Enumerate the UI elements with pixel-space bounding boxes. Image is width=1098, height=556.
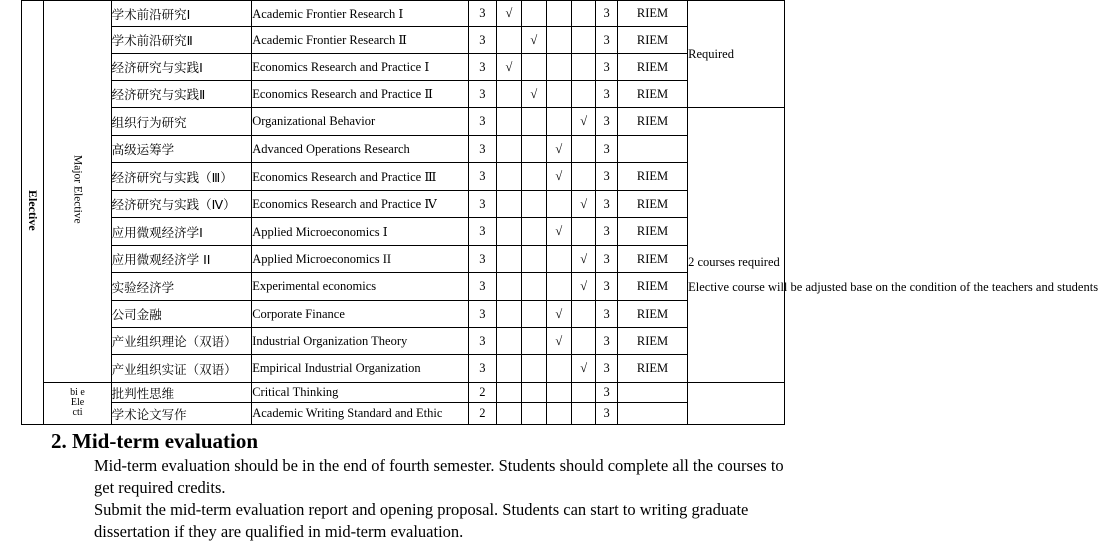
semester-cell bbox=[546, 273, 571, 301]
hours-cell: 3 bbox=[596, 163, 617, 191]
course-name-en: Academic Frontier Research Ⅰ bbox=[252, 1, 469, 27]
check-mark: √ bbox=[572, 191, 596, 218]
credits-cell: 3 bbox=[469, 81, 497, 108]
note-empty bbox=[688, 383, 785, 425]
semester-cell bbox=[572, 54, 596, 81]
note-elective: 2 courses required Elective course will be adjusted base on the condition of the teachers and students bbox=[688, 108, 785, 383]
semester-cell bbox=[522, 273, 546, 301]
semester-cell bbox=[496, 163, 521, 191]
table-row bbox=[22, 191, 785, 218]
semester-cell bbox=[572, 27, 596, 54]
semester-cell bbox=[522, 218, 546, 246]
course-table-body bbox=[22, 1, 1098, 425]
table-row bbox=[22, 246, 785, 273]
semester-cell bbox=[546, 81, 571, 108]
table-row bbox=[22, 273, 785, 301]
dept-cell: RIEM bbox=[617, 27, 687, 54]
dept-cell: RIEM bbox=[617, 355, 687, 383]
dept-cell: RIEM bbox=[617, 81, 687, 108]
course-name-en: Economics Research and Practice Ⅲ bbox=[252, 163, 469, 191]
hours-cell: 3 bbox=[596, 218, 617, 246]
dept-cell: RIEM bbox=[617, 163, 687, 191]
check-mark: √ bbox=[522, 81, 546, 108]
credits-cell: 3 bbox=[469, 301, 497, 328]
group-other-cell bbox=[44, 383, 111, 425]
section-paragraph-2: Submit the mid-term evaluation report and opening proposal. Students can start to writing graduate dissertation if they are qualified in mid-term evaluation. bbox=[94, 500, 749, 541]
dept-cell bbox=[617, 383, 687, 403]
table-row bbox=[22, 27, 785, 54]
dept-cell: RIEM bbox=[617, 54, 687, 81]
course-name-en: Economics Research and Practice Ⅱ bbox=[252, 81, 469, 108]
table-row bbox=[22, 218, 785, 246]
course-name-en: Applied Microeconomics Ⅰ bbox=[252, 218, 469, 246]
credits-cell: 3 bbox=[469, 328, 497, 355]
semester-cell bbox=[546, 108, 571, 136]
course-name-zh: 产业组织理论（双语） bbox=[111, 328, 252, 355]
semester-cell bbox=[496, 403, 521, 425]
table-row bbox=[22, 328, 785, 355]
table-row bbox=[22, 136, 785, 163]
hours-cell: 3 bbox=[596, 191, 617, 218]
hours-cell: 3 bbox=[596, 246, 617, 273]
credits-cell: 3 bbox=[469, 163, 497, 191]
credits-cell: 3 bbox=[469, 218, 497, 246]
course-name-en: Organizational Behavior bbox=[252, 108, 469, 136]
semester-cell bbox=[572, 1, 596, 27]
category-cell bbox=[22, 1, 44, 425]
course-name-zh: 应用微观经济学 II bbox=[111, 246, 252, 273]
credits-cell: 3 bbox=[469, 246, 497, 273]
hours-cell: 3 bbox=[596, 383, 617, 403]
semester-cell bbox=[496, 273, 521, 301]
section-heading: 2. Mid-term evaluation bbox=[51, 429, 259, 453]
credits-cell: 3 bbox=[469, 136, 497, 163]
dept-cell: RIEM bbox=[617, 108, 687, 136]
semester-cell bbox=[546, 191, 571, 218]
semester-cell bbox=[496, 108, 521, 136]
hours-cell: 3 bbox=[596, 81, 617, 108]
semester-cell bbox=[572, 383, 596, 403]
check-mark: √ bbox=[572, 246, 596, 273]
table-row bbox=[22, 81, 785, 108]
table-row bbox=[22, 108, 785, 136]
hours-cell: 3 bbox=[596, 403, 617, 425]
group-other-label: bi e Ele cti bbox=[70, 387, 85, 418]
course-name-zh: 经济研究与实践Ⅰ bbox=[111, 54, 252, 81]
semester-cell bbox=[496, 246, 521, 273]
course-name-zh: 批判性思维 bbox=[111, 383, 252, 403]
course-name-zh: 经济研究与实践Ⅱ bbox=[111, 81, 252, 108]
semester-cell bbox=[546, 355, 571, 383]
semester-cell bbox=[522, 383, 546, 403]
check-mark: √ bbox=[572, 273, 596, 301]
course-name-en: Economics Research and Practice Ⅳ bbox=[252, 191, 469, 218]
course-name-zh: 学术论文写作 bbox=[111, 403, 252, 425]
hours-cell: 3 bbox=[596, 108, 617, 136]
hours-cell: 3 bbox=[596, 273, 617, 301]
hours-cell: 3 bbox=[596, 1, 617, 27]
course-name-en: Corporate Finance bbox=[252, 301, 469, 328]
hours-cell: 3 bbox=[596, 355, 617, 383]
credits-cell: 3 bbox=[469, 355, 497, 383]
check-mark: √ bbox=[496, 1, 521, 27]
course-name-zh: 学术前沿研究Ⅱ bbox=[111, 27, 252, 54]
dept-cell: RIEM bbox=[617, 246, 687, 273]
hours-cell: 3 bbox=[596, 136, 617, 163]
dept-cell bbox=[617, 403, 687, 425]
course-name-en: Academic Writing Standard and Ethic bbox=[252, 403, 469, 425]
course-name-zh: 经济研究与实践（Ⅲ） bbox=[111, 163, 252, 191]
check-mark: √ bbox=[572, 108, 596, 136]
semester-cell bbox=[522, 54, 546, 81]
course-name-zh: 组织行为研究 bbox=[111, 108, 252, 136]
semester-cell bbox=[522, 301, 546, 328]
dept-cell: RIEM bbox=[617, 273, 687, 301]
table-row bbox=[22, 403, 785, 425]
course-name-en: Economics Research and Practice Ⅰ bbox=[252, 54, 469, 81]
semester-cell bbox=[546, 246, 571, 273]
semester-cell bbox=[572, 163, 596, 191]
course-name-zh: 高级运筹学 bbox=[111, 136, 252, 163]
semester-cell bbox=[496, 218, 521, 246]
dept-cell: RIEM bbox=[617, 328, 687, 355]
semester-cell bbox=[496, 383, 521, 403]
semester-cell bbox=[522, 328, 546, 355]
check-mark: √ bbox=[572, 355, 596, 383]
note-required: Required bbox=[688, 1, 785, 108]
semester-cell bbox=[572, 328, 596, 355]
credits-cell: 3 bbox=[469, 191, 497, 218]
course-name-en: Advanced Operations Research bbox=[252, 136, 469, 163]
group-major-label: Major Elective bbox=[71, 155, 84, 224]
semester-cell bbox=[496, 81, 521, 108]
semester-cell bbox=[522, 246, 546, 273]
semester-cell bbox=[496, 328, 521, 355]
semester-cell bbox=[522, 191, 546, 218]
semester-cell bbox=[496, 27, 521, 54]
credits-cell: 3 bbox=[469, 1, 497, 27]
semester-cell bbox=[496, 191, 521, 218]
course-name-en: Academic Frontier Research Ⅱ bbox=[252, 27, 469, 54]
hours-cell: 3 bbox=[596, 301, 617, 328]
semester-cell bbox=[496, 301, 521, 328]
course-name-en: Applied Microeconomics II bbox=[252, 246, 469, 273]
credits-cell: 3 bbox=[469, 108, 497, 136]
semester-cell bbox=[522, 355, 546, 383]
section-paragraph-1: Mid-term evaluation should be in the end of fourth semester. Students should complete all the courses to get required credits. bbox=[94, 456, 784, 497]
course-name-en: Critical Thinking bbox=[252, 383, 469, 403]
credits-cell: 3 bbox=[469, 27, 497, 54]
hours-cell: 3 bbox=[596, 27, 617, 54]
semester-cell bbox=[572, 81, 596, 108]
table-row bbox=[22, 383, 785, 403]
semester-cell bbox=[496, 136, 521, 163]
semester-cell bbox=[546, 383, 571, 403]
semester-cell bbox=[572, 301, 596, 328]
semester-cell bbox=[522, 1, 546, 27]
check-mark: √ bbox=[546, 301, 571, 328]
course-name-zh: 产业组织实证（双语） bbox=[111, 355, 252, 383]
dept-cell: RIEM bbox=[617, 301, 687, 328]
semester-cell bbox=[572, 136, 596, 163]
semester-cell bbox=[496, 355, 521, 383]
check-mark: √ bbox=[522, 27, 546, 54]
semester-cell bbox=[546, 54, 571, 81]
course-name-en: Industrial Organization Theory bbox=[252, 328, 469, 355]
semester-cell bbox=[572, 403, 596, 425]
course-name-zh: 学术前沿研究Ⅰ bbox=[111, 1, 252, 27]
check-mark: √ bbox=[546, 136, 571, 163]
credits-cell: 3 bbox=[469, 54, 497, 81]
course-name-zh: 经济研究与实践（Ⅳ） bbox=[111, 191, 252, 218]
dept-cell bbox=[617, 136, 687, 163]
credits-cell: 3 bbox=[469, 273, 497, 301]
check-mark: √ bbox=[546, 328, 571, 355]
table-row bbox=[22, 301, 785, 328]
check-mark: √ bbox=[546, 163, 571, 191]
course-name-en: Experimental economics bbox=[252, 273, 469, 301]
semester-cell bbox=[546, 27, 571, 54]
check-mark: √ bbox=[496, 54, 521, 81]
category-label: Elective bbox=[26, 190, 41, 231]
semester-cell bbox=[522, 163, 546, 191]
table-row bbox=[22, 54, 785, 81]
course-name-zh: 实验经济学 bbox=[111, 273, 252, 301]
semester-cell bbox=[572, 218, 596, 246]
course-table bbox=[21, 0, 1098, 425]
table-row bbox=[22, 1, 785, 27]
table-row bbox=[22, 163, 785, 191]
semester-cell bbox=[546, 1, 571, 27]
check-mark: √ bbox=[546, 218, 571, 246]
semester-cell bbox=[522, 136, 546, 163]
dept-cell: RIEM bbox=[617, 218, 687, 246]
credits-cell: 2 bbox=[469, 403, 497, 425]
dept-cell: RIEM bbox=[617, 191, 687, 218]
semester-cell bbox=[546, 403, 571, 425]
semester-cell bbox=[522, 403, 546, 425]
course-name-en: Empirical Industrial Organization bbox=[252, 355, 469, 383]
dept-cell: RIEM bbox=[617, 1, 687, 27]
course-name-zh: 公司金融 bbox=[111, 301, 252, 328]
table-row bbox=[22, 355, 785, 383]
group-major-cell bbox=[44, 1, 111, 383]
credits-cell: 2 bbox=[469, 383, 497, 403]
hours-cell: 3 bbox=[596, 328, 617, 355]
course-name-zh: 应用微观经济学Ⅰ bbox=[111, 218, 252, 246]
semester-cell bbox=[522, 108, 546, 136]
hours-cell: 3 bbox=[596, 54, 617, 81]
